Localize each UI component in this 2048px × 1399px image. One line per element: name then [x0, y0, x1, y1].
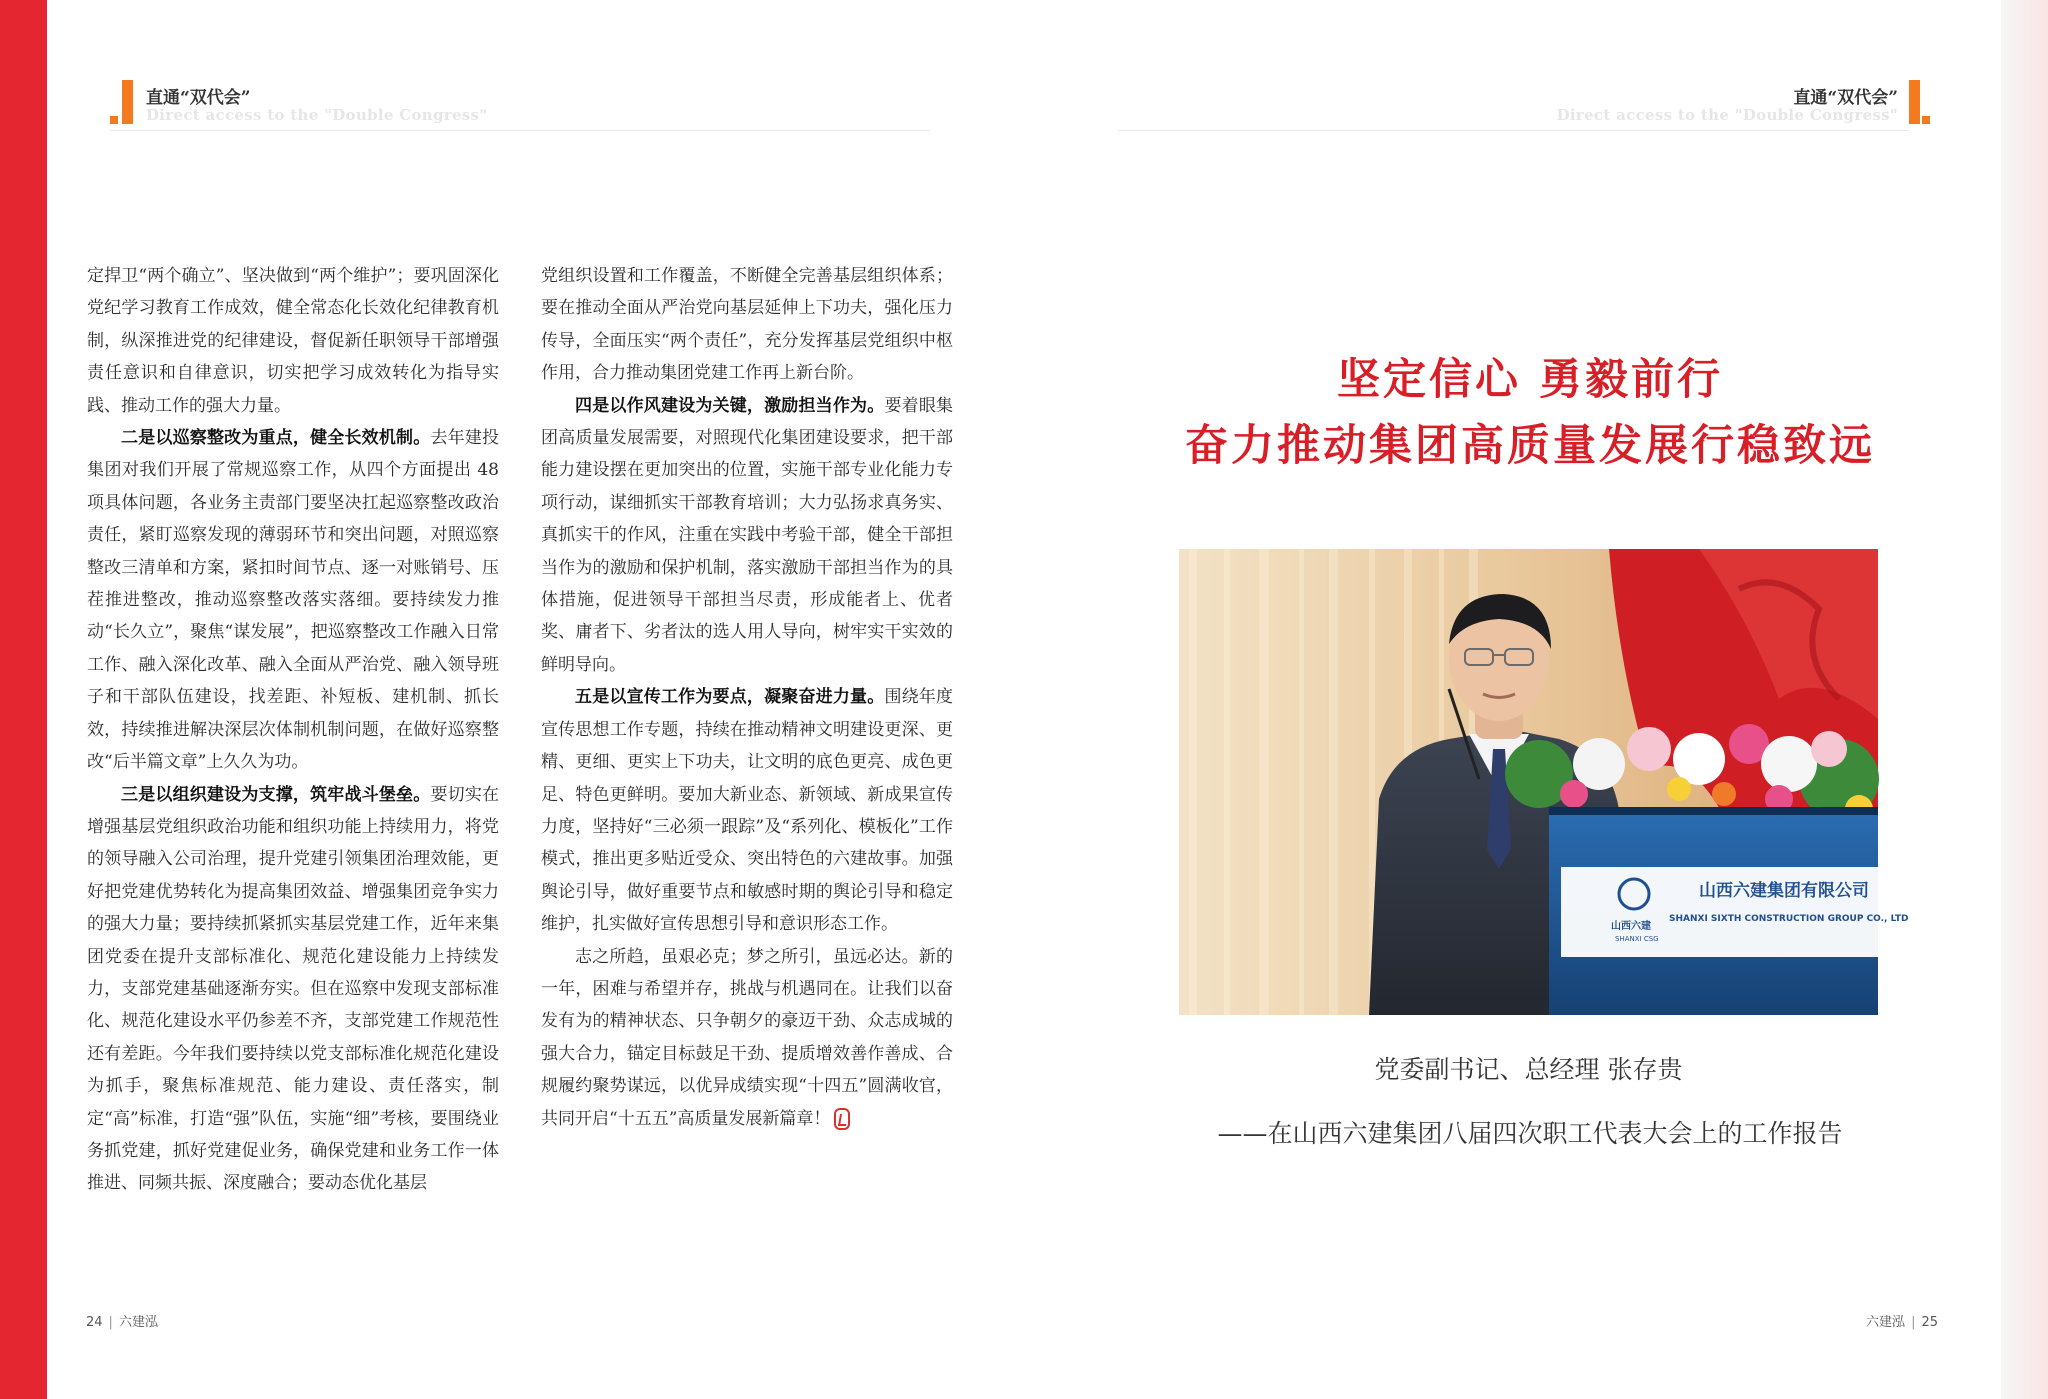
- page-number: 25: [1921, 1315, 1938, 1330]
- magazine-name: 六建泓: [1866, 1315, 1906, 1330]
- paragraph: [87, 779, 499, 1200]
- header-accent-square: [110, 116, 118, 124]
- article-headline-line-1: 坚定信心 勇毅前行: [1337, 355, 1723, 405]
- paragraph: [87, 422, 499, 778]
- paragraph: [541, 941, 953, 1135]
- header-rule: [110, 130, 930, 131]
- paragraph: 定捍卫“两个确立”、坚决做到“两个维护”；要巩固深化党纪学习教育工作成效，健全常态化长效化纪律教育机制，纵深推进党的纪律建设，督促新任职领导干部增强责任意识和自律意识，切实把学习成效转化为指导实践、推动工作的强大力量。: [87, 266, 499, 416]
- closing-text: 志之所趋，虽艰必克；梦之所引，虽远必达。新的一年，困难与希望并存，挑战与机遇同在。让我们以奋发有为的精神状态、只争朝夕的豪迈干劲、众志成城的强大合力，锚定目标鼓足干劲、提质增效善作善成、合规履约聚势谋远，以优异成绩实现“十四五”圆满收官，共同开启“十五五”高质量发展新篇章！: [541, 946, 953, 1129]
- paragraph-lead: 三是以组织建设为支撑，筑牢战斗堡垒。: [121, 784, 431, 805]
- paragraph-lead: 二是以巡察整改为重点，健全长效机制。: [121, 428, 431, 449]
- podium-company-name: 山西六建集团有限公司: [1699, 881, 1869, 901]
- header-rule: [1118, 130, 1908, 131]
- footer-divider: |: [108, 1315, 113, 1330]
- paragraph-body: 要切实在增强基层党组织政治功能和组织功能上持续用力，将党的领导融入公司治理，提升党建引领集团治理效能，更好把党建优势转化为提高集团效益、增强集团竞争实力的强大力量；要持续抓紧抓实基层党建工作，近年来集团党委在提升支部标准化、规范化建设能力上持续发力，支部党建基础逐渐夯实。但在巡察中发现支部标准化、规范化建设水平仍参差不齐，支部党建工作规范性还有差距。今年我们要持续以党支部标准化规范化建设为抓手，聚焦标准规范、能力建设、责任落实，制定“高”标准，打造“强”队伍，实施“细”考核，要围绕业务抓党建，抓好党建促业务，确保党建和业务工作一体推进、同频共振、深度融合；要动态优化基层: [87, 784, 500, 1194]
- page-number: 24: [86, 1315, 103, 1330]
- header-accent-bar: [1909, 80, 1920, 124]
- header-subtitle: Direct access to the "Double Congress": [1556, 106, 1898, 124]
- right-running-header: [1110, 76, 1940, 130]
- paragraph-lead: 五是以宣传工作为要点，凝聚奋进力量。: [575, 687, 885, 708]
- speaker-photo: [1179, 549, 1909, 1015]
- header-subtitle: Direct access to the "Double Congress": [146, 106, 488, 124]
- paragraph-lead: 四是以作风建设为关键，激励担当作为。: [575, 395, 885, 416]
- podium-logo-text: 山西六建: [1611, 921, 1651, 932]
- article-headline-line-2: 奋力推动集团高质量发展行稳致远: [1185, 421, 1875, 471]
- podium-company-name-en: SHANXI SIXTH CONSTRUCTION GROUP CO., LTD: [1669, 914, 1909, 924]
- speaker-byline: 党委副书记、总经理 张存贵: [1374, 1055, 1683, 1084]
- left-running-header: [110, 76, 940, 130]
- podium-logo-en: SHANXI CSG: [1615, 935, 1659, 943]
- body-column-2: [541, 260, 953, 1135]
- paragraph: [541, 390, 953, 682]
- right-footer: [1866, 1311, 1938, 1330]
- paragraph-body: 去年建投集团对我们开展了常规巡察工作，从四个方面提出 48 项具体问题，各业务主责部门要坚决扛起巡察整改政治责任，紧盯巡察发现的薄弱环节和突出问题，对照巡察整改三清单和方案，紧扣时间节点、逐一对账销号、压茬推进整改，推动巡察整改落实落细。要持续发力推动“长久立”，聚焦“谋发展”，把巡察整改工作融入日常工作、融入深化改革、融入全面从严治党、融入领导班子和干部队伍建设，找差距、补短板、建机制、抓长效，持续推进解决深层次体制机制问题，在做好巡察整改“后半篇文章”上久久为功。: [87, 428, 500, 773]
- report-subtitle: ——在山西六建集团八届四次职工代表大会上的工作报告: [1217, 1119, 1843, 1148]
- header-accent-bar: [122, 80, 133, 124]
- paragraph-body: 要着眼集团高质量发展需要，对照现代化集团建设要求，把干部能力建设摆在更加突出的位置，实施干部专业化能力专项行动，谋细抓实干部教育培训；大力弘扬求真务实、真抓实干的作风，注重在实践中考验干部，健全干部担当作为的激励和保护机制，落实激励干部担当作为的具体措施，促进领导干部担当尽责，形成能者上、优者奖、庸者下、劣者汰的选人用人导向，树牢实干实效的鲜明导向。: [541, 395, 954, 675]
- magazine-name: 六建泓: [118, 1315, 158, 1330]
- body-column-1: [87, 260, 499, 1200]
- paragraph-body: 围绕年度宣传思想工作专题，持续在推动精神文明建设更深、更精、更细、更实上下功夫，让文明的底色更亮、成色更足、特色更鲜明。要加大新业态、新领域、新成果宣传力度，坚持好“三必须一跟踪”及“系列化、模板化”工作模式，推出更多贴近受众、突出特色的六建故事。加强舆论引导，做好重要节点和敏感时期的舆论引导和稳定维护，扎实做好宣传思想引导和意识形态工作。: [541, 687, 954, 935]
- left-red-edge: [0, 0, 47, 1399]
- paragraph: [541, 681, 953, 940]
- end-mark-icon: [834, 1108, 850, 1130]
- paragraph: 党组织设置和工作覆盖，不断健全完善基层组织体系；要在推动全面从严治党向基层延伸上下功夫，强化压力传导，全面压实“两个责任”，充分发挥基层党组织中枢作用，合力推动集团党建工作再上新台阶。: [541, 266, 953, 384]
- header-title: 直通“双代会”: [1793, 88, 1898, 108]
- header-title: 直通“双代会”: [146, 88, 251, 108]
- footer-divider: |: [1911, 1315, 1916, 1330]
- header-accent-square: [1922, 116, 1930, 124]
- left-footer: [86, 1311, 158, 1330]
- right-page-edge: [2001, 0, 2048, 1399]
